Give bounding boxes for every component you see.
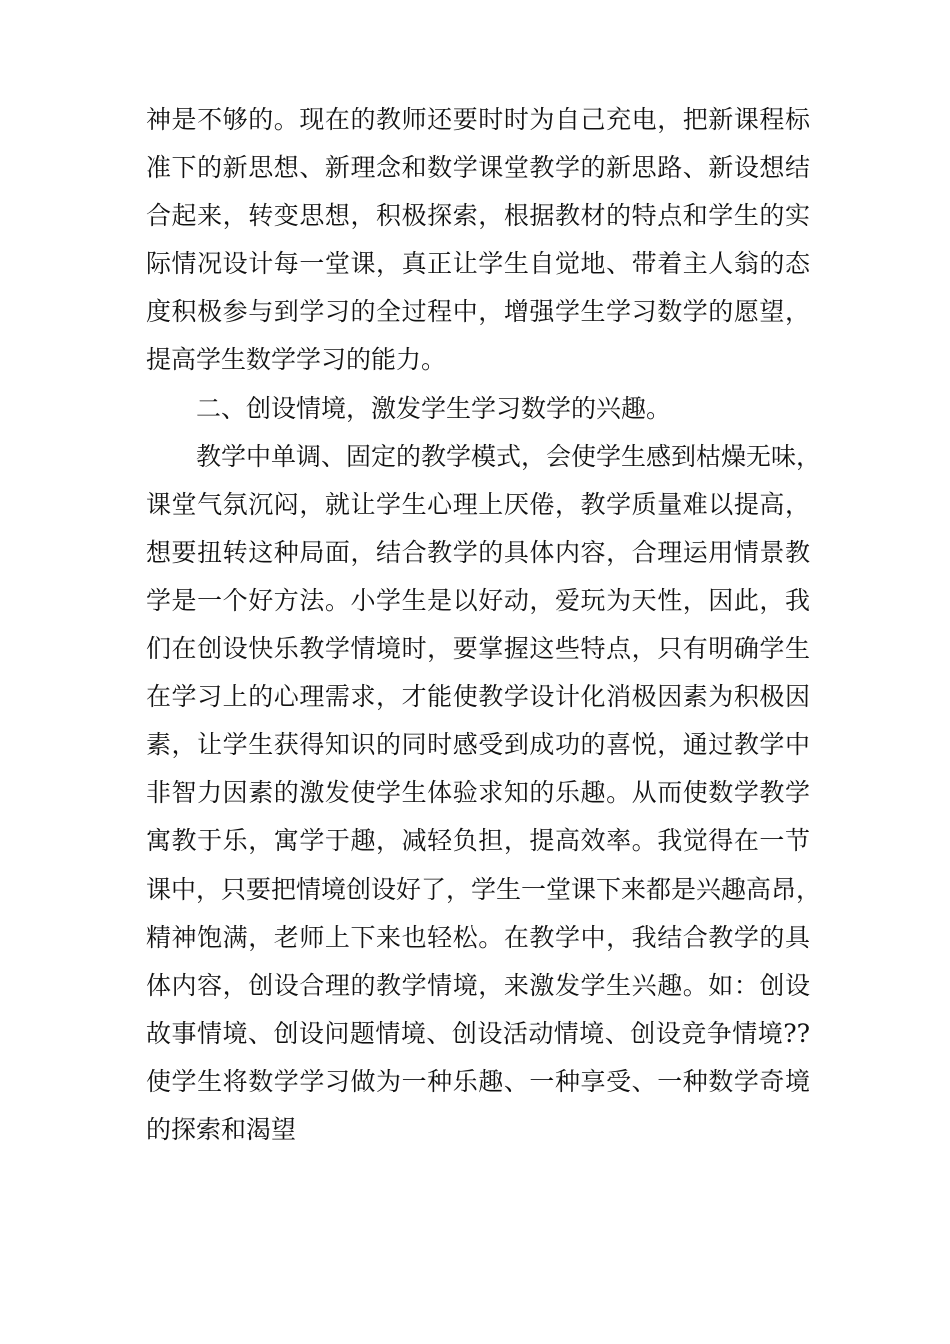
text-line: 度积极参与到学习的全过程中，增强学生学习数学的愿望， [146, 297, 810, 327]
text-line: 合起来，转变思想，积极探索，根据教材的特点和学生的实 [146, 201, 810, 231]
text-line: 提高学生数学学习的能力。 [146, 345, 447, 375]
text-line: 使学生将数学学习做为一种乐趣、一种享受、一种数学奇境 [146, 1066, 810, 1096]
text-line: 准下的新思想、新理念和数学课堂教学的新思路、新设想结 [146, 153, 810, 183]
text-line: 素，让学生获得知识的同时感受到成功的喜悦，通过教学中 [146, 730, 810, 760]
text-line: 们在创设快乐教学情境时，要掌握这些特点，只有明确学生 [146, 634, 810, 664]
text-line: 寓教于乐，寓学于趣，减轻负担，提高效率。我觉得在一节 [146, 826, 810, 856]
text-line: 精神饱满，老师上下来也轻松。在教学中，我结合教学的具 [146, 922, 810, 952]
text-line: 神是不够的。现在的教师还要时时为自己充电，把新课程标 [146, 105, 810, 134]
text-line: 学是一个好方法。小学生是以好动，爱玩为天性，因此，我 [146, 585, 810, 615]
body-text [146, 96, 822, 1154]
text-line: 非智力因素的激发使学生体验求知的乐趣。从而使数学教学 [146, 778, 810, 808]
text-line: 想要扭转这种局面，结合教学的具体内容，合理运用情景教 [146, 537, 810, 567]
text-line: 体内容，创设合理的教学情境，来激发学生兴趣。如：创设 [146, 970, 810, 1000]
text-line: 的探索和渴望 [146, 1114, 297, 1144]
text-line: 课堂气氛沉闷，就让学生心理上厌倦，教学质量难以提高， [146, 489, 810, 519]
section-heading: 二、创设情境，激发学生学习数学的兴趣。 [196, 393, 672, 423]
text-line: 际情况设计每一堂课，真正让学生自觉地、带着主人翁的态 [146, 249, 810, 279]
text-line: 教学中单调、固定的教学模式，会使学生感到枯燥无味， [196, 441, 822, 471]
text-line: 在学习上的心理需求，才能使教学设计化消极因素为积极因 [146, 682, 810, 712]
text-line: 故事情境、创设问题情境、创设活动情境、创设竞争情境?? [146, 1018, 810, 1048]
text-line: 课中，只要把情境创设好了，学生一堂课下来都是兴趣高昂， [146, 874, 822, 904]
